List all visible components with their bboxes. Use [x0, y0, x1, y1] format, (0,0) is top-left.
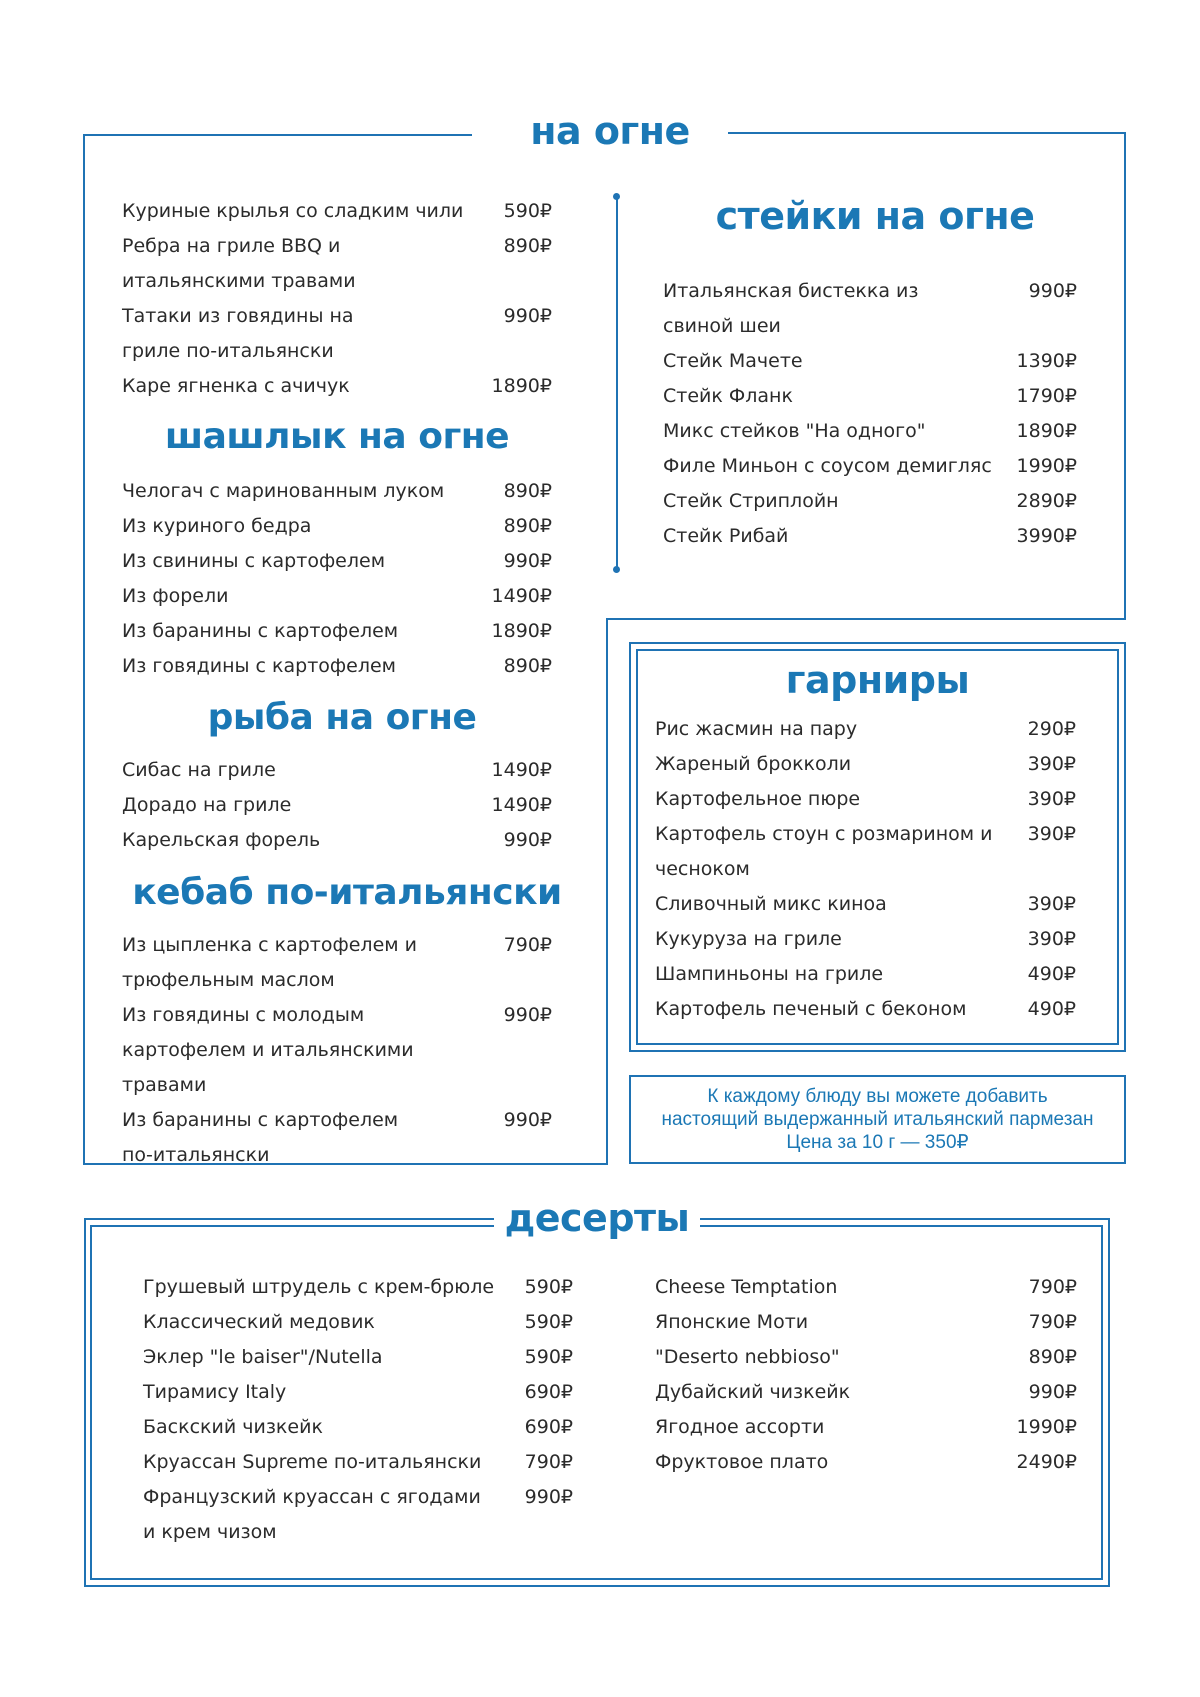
menu-item-price: 590₽	[503, 200, 552, 222]
menu-item	[655, 1410, 1077, 1445]
menu-item-price: 3990₽	[1016, 525, 1077, 547]
menu-list-garniry	[655, 712, 1076, 1027]
menu-list-na-ogne	[122, 194, 552, 404]
menu-item-name: Фруктовое плато	[655, 1451, 829, 1473]
menu-item-price: 390₽	[1027, 928, 1076, 950]
menu-item-price: 1790₽	[1016, 385, 1077, 407]
menu-item-price: 1890₽	[1016, 420, 1077, 442]
menu-item-price: 890₽	[503, 515, 552, 537]
menu-item	[663, 449, 1077, 484]
menu-list-ryba	[122, 753, 552, 858]
menu-item-name: Картофель печеный с беконом	[655, 998, 967, 1020]
desserts-inner-top-left	[90, 1225, 494, 1227]
menu-item-price: 1890₽	[491, 375, 552, 397]
frame-left-line	[83, 134, 85, 1165]
menu-item	[655, 712, 1076, 747]
menu-item	[663, 379, 1077, 414]
desserts-inner-right	[1101, 1225, 1103, 1580]
menu-item-name: Картофель стоун с розмарином и чесноком	[655, 823, 993, 880]
menu-item	[663, 519, 1077, 554]
menu-item	[663, 484, 1077, 519]
menu-item-price: 1990₽	[1016, 1416, 1077, 1438]
menu-item	[122, 998, 552, 1103]
desserts-outer-left	[84, 1218, 86, 1587]
frame-inner-horizontal-line	[606, 618, 1126, 620]
menu-item-price: 590₽	[524, 1311, 573, 1333]
menu-item	[663, 344, 1077, 379]
frame-inner-vertical-line	[606, 620, 608, 1165]
menu-item-price: 990₽	[503, 305, 552, 327]
column-divider-line	[616, 197, 618, 570]
menu-item	[143, 1305, 573, 1340]
parmesan-note	[629, 1085, 1126, 1154]
menu-item-name: "Deserto nebbioso"	[655, 1346, 840, 1368]
menu-item-name: Татаки из говядины на гриле по-итальянски	[122, 305, 354, 362]
menu-item-name: Челогач с маринованным луком	[122, 480, 445, 502]
menu-item-price: 790₽	[524, 1451, 573, 1473]
section-title-kebab: кебаб по-итальянски	[132, 872, 562, 913]
menu-item-name: Стейк Мачете	[663, 350, 803, 372]
menu-item	[655, 922, 1076, 957]
section-title-deserty: десерты	[504, 1196, 690, 1240]
frame-top-right-line	[728, 132, 1126, 134]
menu-item	[655, 1340, 1077, 1375]
menu-item-price: 990₽	[1028, 280, 1077, 302]
menu-item-price: 990₽	[1028, 1381, 1077, 1403]
menu-item	[143, 1445, 573, 1480]
menu-item-price: 590₽	[524, 1346, 573, 1368]
section-title-steiki: стейки на огне	[715, 194, 1035, 238]
menu-item-price: 690₽	[524, 1381, 573, 1403]
parmesan-note-line-1: К каждому блюду вы можете добавить	[707, 1086, 1048, 1107]
menu-item-name: Из форели	[122, 585, 229, 607]
menu-item-name: Стейк Фланк	[663, 385, 793, 407]
desserts-inner-bottom	[90, 1578, 1103, 1580]
menu-item	[122, 1103, 552, 1173]
menu-item-name: Из говядины с молодым картофелем и итальянскими травами	[122, 1004, 414, 1096]
menu-item-name: Дорадо на гриле	[122, 794, 292, 816]
menu-item-name: Куриные крылья со сладким чили	[122, 200, 464, 222]
menu-item-name: Сибас на гриле	[122, 759, 276, 781]
menu-item	[143, 1340, 573, 1375]
menu-list-kebab	[122, 928, 552, 1173]
menu-item	[122, 579, 552, 614]
desserts-outer-top-left	[84, 1218, 494, 1220]
menu-item-price: 1490₽	[491, 585, 552, 607]
menu-item	[655, 992, 1076, 1027]
menu-item-price: 890₽	[503, 235, 552, 257]
menu-item-name: Круассан Supreme по-итальянски	[143, 1451, 482, 1473]
divider-dot-bottom	[613, 566, 620, 573]
menu-item	[122, 649, 552, 684]
desserts-inner-top-right	[700, 1225, 1103, 1227]
menu-item-price: 890₽	[503, 655, 552, 677]
menu-item-price: 2890₽	[1016, 490, 1077, 512]
section-title-na-ogne: на огне	[530, 109, 690, 153]
menu-item-name: Ягодное ассорти	[655, 1416, 825, 1438]
menu-item-price: 990₽	[503, 550, 552, 572]
desserts-outer-top-right	[700, 1218, 1110, 1220]
menu-item-name: Французский круассан с ягодами и крем чизом	[143, 1486, 481, 1543]
menu-item	[655, 1305, 1077, 1340]
menu-item-price: 590₽	[524, 1276, 573, 1298]
menu-list-steiki	[663, 274, 1077, 554]
menu-item-price: 390₽	[1027, 788, 1076, 810]
frame-right-line	[1124, 132, 1126, 620]
menu-item-price: 390₽	[1027, 753, 1076, 775]
menu-item-name: Кукуруза на гриле	[655, 928, 842, 950]
menu-item-price: 990₽	[524, 1486, 573, 1508]
menu-item-price: 2490₽	[1016, 1451, 1077, 1473]
menu-item-price: 290₽	[1027, 718, 1076, 740]
menu-item-price: 390₽	[1027, 893, 1076, 915]
menu-item-price: 1490₽	[491, 794, 552, 816]
menu-item-price: 490₽	[1027, 998, 1076, 1020]
menu-item-name: Стейк Рибай	[663, 525, 789, 547]
menu-list-shashlyk	[122, 474, 552, 684]
menu-item	[122, 474, 552, 509]
menu-item	[122, 544, 552, 579]
menu-item	[655, 1270, 1077, 1305]
menu-item	[143, 1270, 573, 1305]
menu-item-price: 1990₽	[1016, 455, 1077, 477]
menu-item-name: Дубайский чизкейк	[655, 1381, 851, 1403]
menu-item	[143, 1410, 573, 1445]
menu-item-name: Баскский чизкейк	[143, 1416, 323, 1438]
menu-item-price: 790₽	[503, 934, 552, 956]
menu-list-deserty-left	[143, 1270, 573, 1550]
menu-item-name: Из свинины с картофелем	[122, 550, 386, 572]
menu-item-price: 890₽	[503, 480, 552, 502]
menu-item	[122, 614, 552, 649]
menu-item-name: Стейк Стриплойн	[663, 490, 839, 512]
menu-item-price: 790₽	[1028, 1276, 1077, 1298]
menu-item	[122, 928, 552, 998]
menu-item-name: Из говядины с картофелем	[122, 655, 396, 677]
menu-item-price: 790₽	[1028, 1311, 1077, 1333]
menu-item-price: 1890₽	[491, 620, 552, 642]
menu-item-name: Классический медовик	[143, 1311, 375, 1333]
menu-item	[122, 229, 552, 299]
menu-item-name: Cheese Temptation	[655, 1276, 838, 1298]
menu-item	[122, 299, 552, 369]
menu-item	[655, 782, 1076, 817]
section-title-garniry: гарниры	[785, 658, 970, 702]
menu-item-price: 1490₽	[491, 759, 552, 781]
menu-item-price: 990₽	[503, 1109, 552, 1131]
menu-item	[122, 509, 552, 544]
menu-item-name: Итальянская бистекка из свиной шеи	[663, 280, 919, 337]
menu-item-name: Из цыпленка с картофелем и трюфельным маслом	[122, 934, 417, 991]
parmesan-note-line-2: настоящий выдержанный итальянский пармезан	[661, 1109, 1094, 1130]
menu-item	[655, 1445, 1077, 1480]
menu-item-name: Рис жасмин на пару	[655, 718, 858, 740]
menu-item	[663, 414, 1077, 449]
menu-item-price: 690₽	[524, 1416, 573, 1438]
menu-item-price: 1390₽	[1016, 350, 1077, 372]
menu-item-price: 890₽	[1028, 1346, 1077, 1368]
menu-item-name: Микс стейков "На одного"	[663, 420, 926, 442]
menu-item-price: 990₽	[503, 829, 552, 851]
menu-item	[122, 369, 552, 404]
menu-item	[122, 753, 552, 788]
menu-item-name: Эклер "le baiser"/Nutella	[143, 1346, 383, 1368]
menu-item-name: Из баранины с картофелем по-итальянски	[122, 1109, 399, 1166]
desserts-outer-right	[1108, 1218, 1110, 1587]
desserts-inner-left	[90, 1225, 92, 1580]
menu-item-name: Карельская форель	[122, 829, 321, 851]
menu-item-name: Жареный брокколи	[655, 753, 852, 775]
menu-item-name: Сливочный микс киноа	[655, 893, 887, 915]
menu-item-price: 490₽	[1027, 963, 1076, 985]
menu-item-name: Каре ягненка с ачичук	[122, 375, 350, 397]
menu-item-price: 990₽	[503, 1004, 552, 1026]
desserts-outer-bottom	[84, 1585, 1110, 1587]
menu-item	[655, 817, 1076, 887]
menu-item-name: Шампиньоны на гриле	[655, 963, 884, 985]
menu-item-name: Из баранины с картофелем	[122, 620, 399, 642]
section-title-shashlyk: шашлык на огне	[164, 416, 510, 457]
menu-item-name: Из куриного бедра	[122, 515, 312, 537]
menu-item	[663, 274, 1077, 344]
frame-top-left-line	[84, 134, 472, 136]
menu-item-name: Японские Моти	[655, 1311, 809, 1333]
menu-item	[655, 747, 1076, 782]
menu-item	[655, 957, 1076, 992]
menu-item	[143, 1375, 573, 1410]
menu-item	[122, 823, 552, 858]
menu-list-deserty-right	[655, 1270, 1077, 1480]
menu-item-name: Тирамису Italy	[143, 1381, 287, 1403]
menu-item-price: 390₽	[1027, 823, 1076, 845]
menu-item	[143, 1480, 573, 1550]
menu-item	[122, 788, 552, 823]
menu-item-name: Ребра на гриле BBQ и итальянскими травами	[122, 235, 356, 292]
menu-item-name: Филе Миньон с соусом демигляс	[663, 455, 992, 477]
menu-item	[122, 194, 552, 229]
menu-item	[655, 1375, 1077, 1410]
menu-item-name: Картофельное пюре	[655, 788, 861, 810]
menu-item	[655, 887, 1076, 922]
parmesan-note-line-3: Цена за 10 г — 350₽	[786, 1132, 969, 1153]
section-title-ryba: рыба на огне	[207, 697, 477, 738]
menu-item-name: Грушевый штрудель с крем-брюле	[143, 1276, 495, 1298]
